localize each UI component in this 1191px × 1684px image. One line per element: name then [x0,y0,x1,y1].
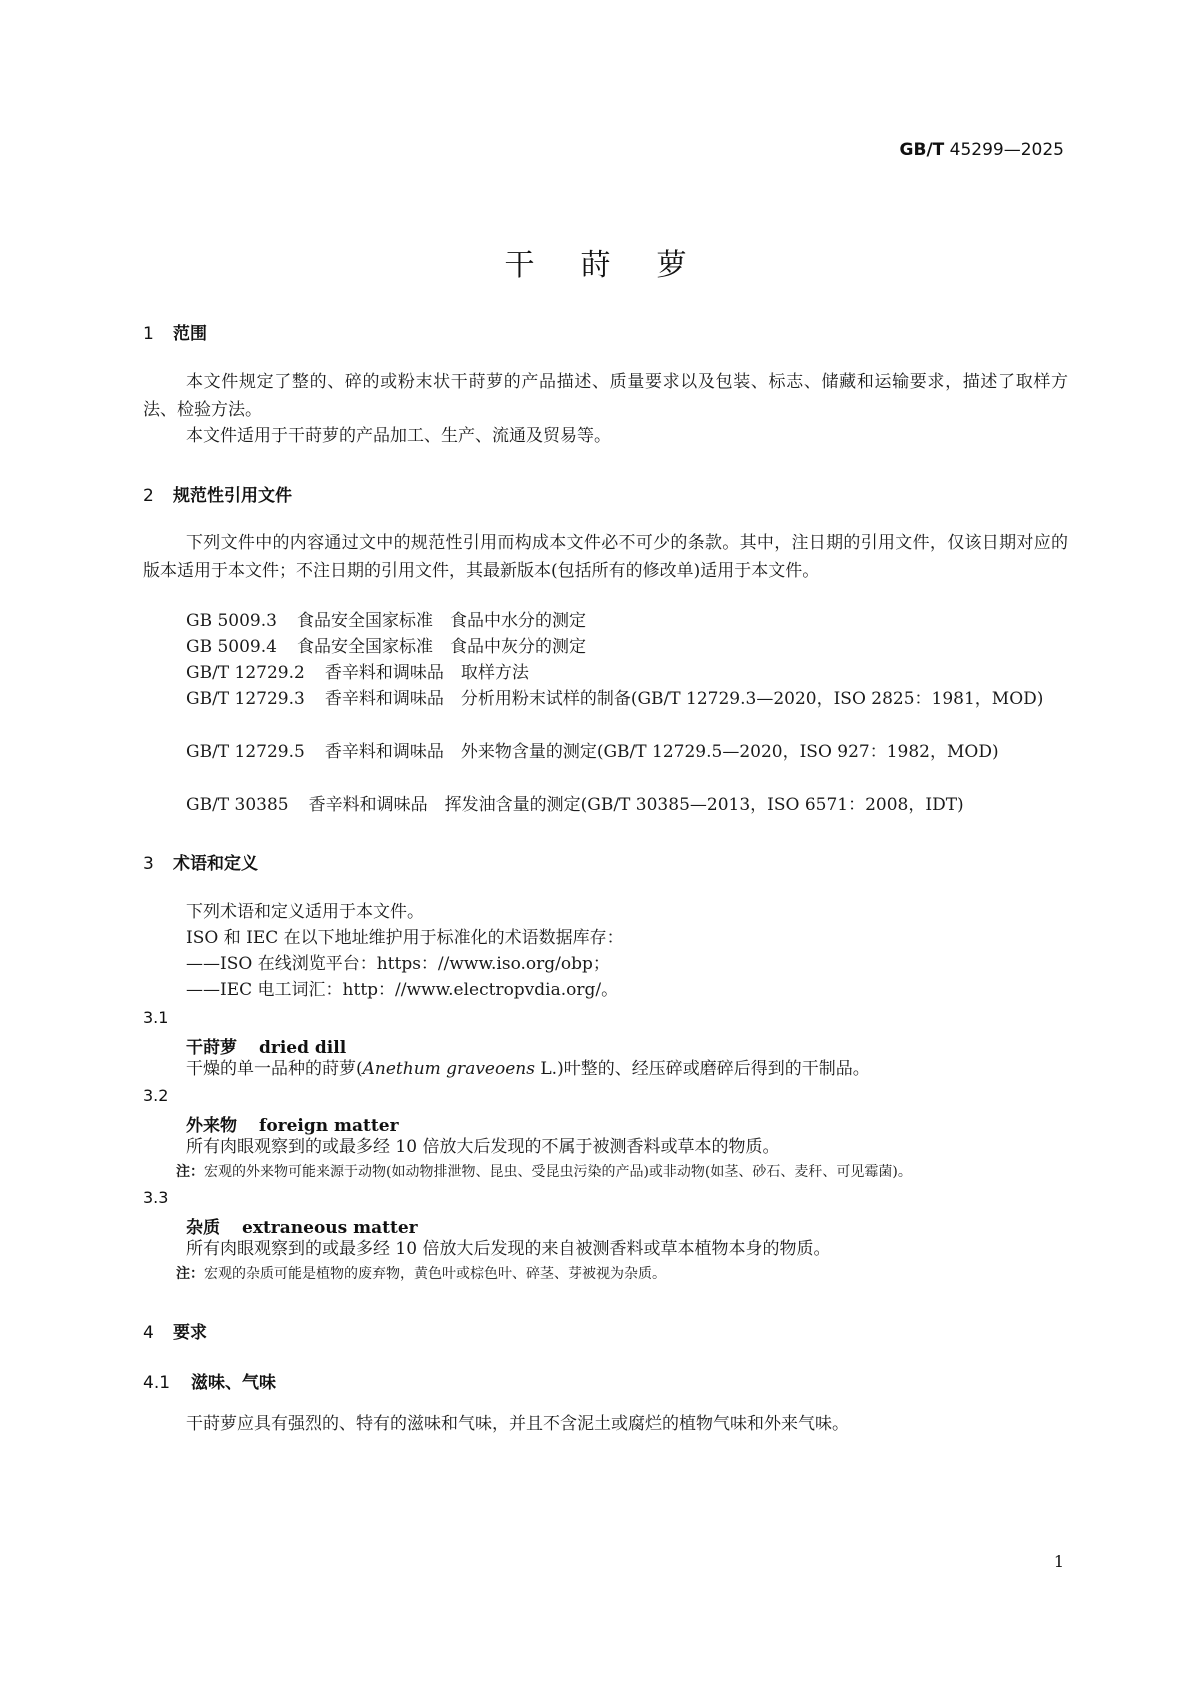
section-title: 规范性引用文件 [173,486,292,506]
section-number: 4 [143,1323,154,1343]
page-number: 1 [1053,1552,1064,1571]
subsection-4-1-heading [143,1368,276,1393]
reference-title: 香辛料和调味品 分析用粉末试样的制备(GB/T 12729.3—2020，ISO 2825：1981，MOD) [324,689,1044,709]
reference-code: GB/T 12729.2 [186,663,305,683]
iso-obp-link[interactable]: ——ISO 在线浏览平台：https：//www.iso.org/obp； [186,954,610,974]
reference-item [143,633,1068,661]
reference-item [143,607,1068,635]
section-4-heading [143,1318,207,1343]
terms-intro: 下列术语和定义适用于本文件。 [186,902,424,922]
standard-code [900,140,1064,160]
reference-title: 食品安全国家标准 食品中水分的测定 [296,611,586,631]
subsection-title: 滋味、气味 [191,1373,276,1393]
note-text: 宏观的外来物可能来源于动物(如动物排泄物、昆虫、受昆虫污染的产品)或非动物(如茎、砂石、麦秆、可见霉菌)。 [204,1164,912,1180]
term-note [176,1161,912,1183]
subsection-number: 4.1 [143,1373,171,1393]
reference-code: GB 5009.4 [186,637,277,657]
term-note [176,1263,666,1285]
term-definition: 所有肉眼观察到的或最多经 10 倍放大后发现的来自被测香料或草本植物本身的物质。 [186,1239,831,1259]
reference-title: 香辛料和调味品 外来物含量的测定(GB/T 12729.5—2020，ISO 927：1982，MOD) [324,742,999,762]
term-cn: 干莳萝 [186,1038,237,1058]
section-2-heading [143,481,292,506]
reference-code: GB/T 12729.3 [186,689,305,709]
section-number: 3 [143,854,154,874]
term-cn: 杂质 [186,1218,220,1238]
term-cn: 外来物 [186,1116,237,1136]
section-3-heading [143,849,258,874]
scope-paragraph-1: 本文件规定了整的、碎的或粉末状干莳萝的产品描述、质量要求以及包装、标志、储藏和运输要求，描述了取样方法、检验方法。 [143,372,1068,420]
note-label: 注： [176,1164,204,1180]
section-number: 1 [143,324,154,344]
note-text: 宏观的杂质可能是植物的废弃物，黄色叶或棕色叶、碎茎、芽被视为杂质。 [204,1266,666,1282]
reference-title: 香辛料和调味品 挥发油含量的测定(GB/T 30385—2013，ISO 6571：2008，IDT) [308,795,964,815]
reference-title: 香辛料和调味品 取样方法 [324,663,529,683]
section-number: 2 [143,486,154,506]
reference-code: GB/T 30385 [186,795,289,815]
reference-item [143,659,1068,687]
reference-code: GB/T 12729.5 [186,742,305,762]
terms-database-note: ISO 和 IEC 在以下地址维护用于标准化的术语数据库存： [186,928,624,948]
iec-vocabulary-link[interactable]: ——IEC 电工词汇：http：//www.electropvdia.org/。 [186,980,619,1000]
term-definition-text: 干燥的单一品种的莳萝( [186,1059,363,1079]
reference-item [143,685,1068,713]
term-definition-text: L.)叶整的、经压碎或磨碎后得到的干制品。 [534,1059,870,1079]
reference-title: 食品安全国家标准 食品中灰分的测定 [296,637,586,657]
document-title: 干莳萝 [504,248,733,283]
term-en: extraneous matter [242,1218,418,1238]
note-label: 注： [176,1266,204,1282]
section-title: 术语和定义 [173,854,258,874]
term-number: 3.3 [143,1188,169,1207]
reference-item [143,791,1068,819]
term-en: foreign matter [259,1116,399,1136]
section-title: 要求 [173,1323,207,1343]
term-number: 3.1 [143,1008,169,1027]
term-en: dried dill [259,1038,347,1058]
reference-item [143,738,1068,766]
scope-paragraph-2: 本文件适用于干莳萝的产品加工、生产、流通及贸易等。 [186,426,611,446]
standard-code-number: 45299—2025 [949,140,1064,160]
term-number: 3.2 [143,1086,169,1105]
taste-odor-requirement: 干莳萝应具有强烈的、特有的滋味和气味，并且不含泥土或腐烂的植物气味和外来气味。 [186,1414,849,1434]
section-1-heading [143,319,207,344]
species-name: Anethum graveoens [362,1059,535,1079]
section-title: 范围 [173,324,207,344]
term-definition: 所有肉眼观察到的或最多经 10 倍放大后发现的不属于被测香料或草本的物质。 [186,1137,780,1157]
term-definition [186,1055,870,1083]
references-intro: 下列文件中的内容通过文中的规范性引用而构成本文件必不可少的条款。其中，注日期的引用文件，仅该日期对应的版本适用于本文件；不注日期的引用文件，其最新版本(包括所有的修改单)适用于本文件。 [143,533,1068,581]
reference-code: GB 5009.3 [186,611,277,631]
standard-code-prefix: GB/T [899,140,945,160]
